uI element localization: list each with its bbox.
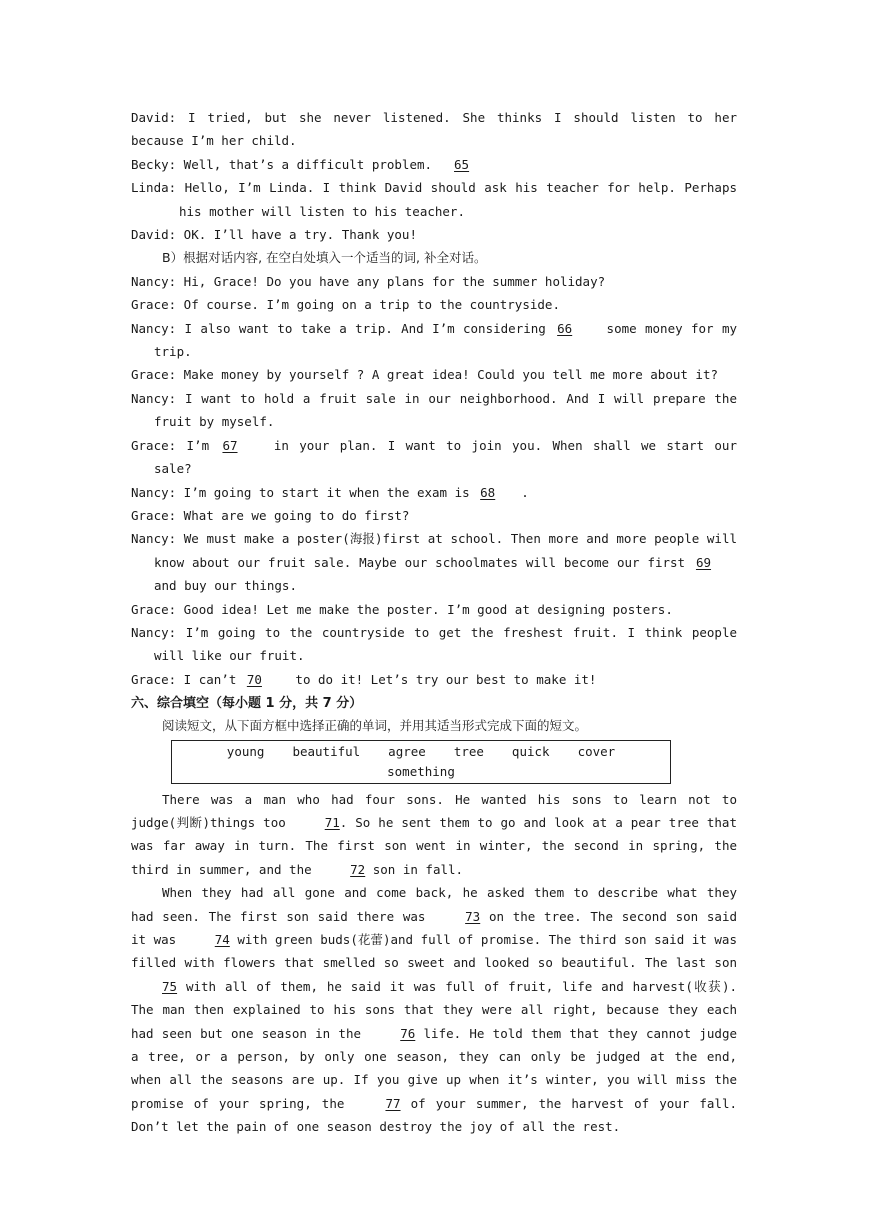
passage-text: with green buds(花蕾)and full of promise. The third son said it was filled with flowers that smelled so sweet and looked so beautiful. The last son [131,932,737,971]
passage-text: life. He told them that they cannot judge a tree, or a person, by only one season, they can only be judged at the end, when all the seasons are up. If you give up when it’s winter, you will miss the promise of your spring, the [131,1025,738,1111]
dialogue-line-david-1: David: I tried, but she never listened. She thinks I should listen to her because I’m her child. [131,110,737,149]
word-bank-item: tree [453,743,484,759]
speaker-label: Grace: [131,297,177,313]
speaker-label: Nancy: [131,273,177,289]
dialogue-text: We must make a poster(海报)first at school. Then more and more people will know about our fruit sale. Maybe our schoolmates will become our first [154,531,737,570]
dialogue-b-line [131,363,737,386]
passage-text: There was a man who had four sons. He wanted his sons to learn not to judge(判断)things too [131,791,737,830]
dialogue-text: and buy our things. [154,578,297,594]
dialogue-text: I’m [176,437,220,453]
dialogue-text: Of course. I’m going on a trip to the countryside. [176,297,560,313]
passage-text: on the tree. The second son said it was [131,908,738,947]
speaker-label: Grace: [131,367,177,383]
passage-paragraph-2 [131,881,737,1138]
answer-blank-74[interactable]: 74 [214,932,230,947]
speaker-label: Nancy: [131,320,177,336]
speaker-label: Grace: [131,671,177,687]
dialogue-text: to do it! Let’s try our best to make it! [287,671,597,687]
worksheet-page [131,106,737,1139]
dialogue-text: I’m going to the countryside to get the freshest fruit. I think people will like our fruit. [154,624,737,664]
answer-blank-70[interactable]: 70 [246,671,262,687]
dialogue-text: Hi, Grace! Do you have any plans for the summer holiday? [176,273,606,289]
dialogue-text: in your plan. I want to join you. When shall we start our sale? [154,437,737,477]
dialogue-text: I also want to take a trip. And I’m considering [176,320,555,336]
dialogue-b-line [131,270,737,293]
dialogue-text: . [521,484,529,500]
answer-blank-65[interactable]: 65 [454,156,470,172]
dialogue-b [131,270,737,691]
answer-blank-72[interactable]: 72 [350,861,366,877]
speaker-label: Grace: [131,601,177,617]
speaker-label: Nancy: [131,624,177,640]
passage-text: son in fall. [365,861,464,877]
dialogue-b-line [131,434,737,481]
word-bank-item: beautiful [292,743,361,759]
passage-text: . So he sent them to go and look at a pear tree that was far away in turn. The first son went in winter, the second in spring, the third in summer, and the [131,814,737,877]
dialogue-text: Make money by yourself ? A great idea! Could you tell me more about it? [176,367,719,383]
dialogue-text: Good idea! Let me make the poster. I’m good at designing posters. [176,601,673,617]
answer-blank-76[interactable]: 76 [400,1025,416,1041]
answer-blank-69[interactable]: 69 [695,554,712,570]
dialogue-text: I can’t [176,671,244,687]
answer-blank-67[interactable]: 67 [222,437,238,453]
speaker-label: Grace: [131,507,177,523]
dialogue-b-line [131,317,737,364]
dialogue-b-line [131,668,737,691]
dialogue-line-becky: Becky: Well, that’s a difficult problem. 65 [131,153,737,176]
dialogue-line-linda: Linda: Hello, I’m Linda. I think David should ask his teacher for help. Perhaps his mother will listen to his teacher. [131,180,737,219]
dialogue-text: some money for my trip. [154,320,737,360]
dialogue-b-line [131,293,737,316]
speaker-label: Nancy: [131,484,177,500]
dialogue-b-line [131,387,737,434]
passage-paragraph-1 [131,788,737,882]
answer-blank-66[interactable]: 66 [557,320,573,336]
word-bank-item: agree [388,743,426,759]
dialogue-line-david-2: David: OK. I’ll have a try. Thank you! [131,227,417,243]
speaker-label: Nancy: [131,531,177,547]
part-b-instruction: B）根据对话内容, 在空白处填入一个适当的词, 补全对话。 [162,250,487,266]
dialogue-text: I want to hold a fruit sale in our neighborhood. And I will prepare the fruit by myself. [154,390,737,430]
word-bank-item: quick [511,743,550,759]
answer-blank-68[interactable]: 68 [480,484,496,500]
passage-text: When they had all gone and come back, he asked them to describe what they had seen. The first son said there was [131,885,737,924]
answer-blank-71[interactable]: 71 [324,814,340,830]
word-bank-item: young [226,743,265,759]
section-6-title: 六、综合填空（每小题 1 分，共 7 分） [131,696,363,712]
word-bank-item: something [387,763,455,779]
dialogue-b-line [131,527,737,597]
dialogue-b-line [131,598,737,621]
passage-text: of your summer, the harvest of your fall. Don’t let the pain of one season destroy the joy of all the rest. [131,1095,738,1135]
passage-text: with all of them, he said it was full of fruit, life and harvest(收获). The man then explained to his sons that they were all right, because they each had seen but one season in the [131,978,737,1041]
dialogue-b-line [131,504,737,527]
dialogue-b-line [131,481,737,504]
answer-blank-73[interactable]: 73 [465,908,481,924]
answer-blank-75[interactable]: 75 [162,978,178,994]
dialogue-b-line [131,621,737,668]
speaker-label: Grace: [131,437,177,453]
speaker-label: Nancy: [131,390,177,406]
dialogue-text: I’m going to start it when the exam is [176,484,478,500]
dialogue-text: What are we going to do first? [176,507,410,523]
section-6-instruction: 阅读短文，从下面方框中选择正确的单词，并用其适当形式完成下面的短文。 [162,717,588,733]
word-bank-box [171,740,671,784]
answer-blank-77[interactable]: 77 [385,1095,401,1111]
word-bank-item: cover [577,743,616,759]
